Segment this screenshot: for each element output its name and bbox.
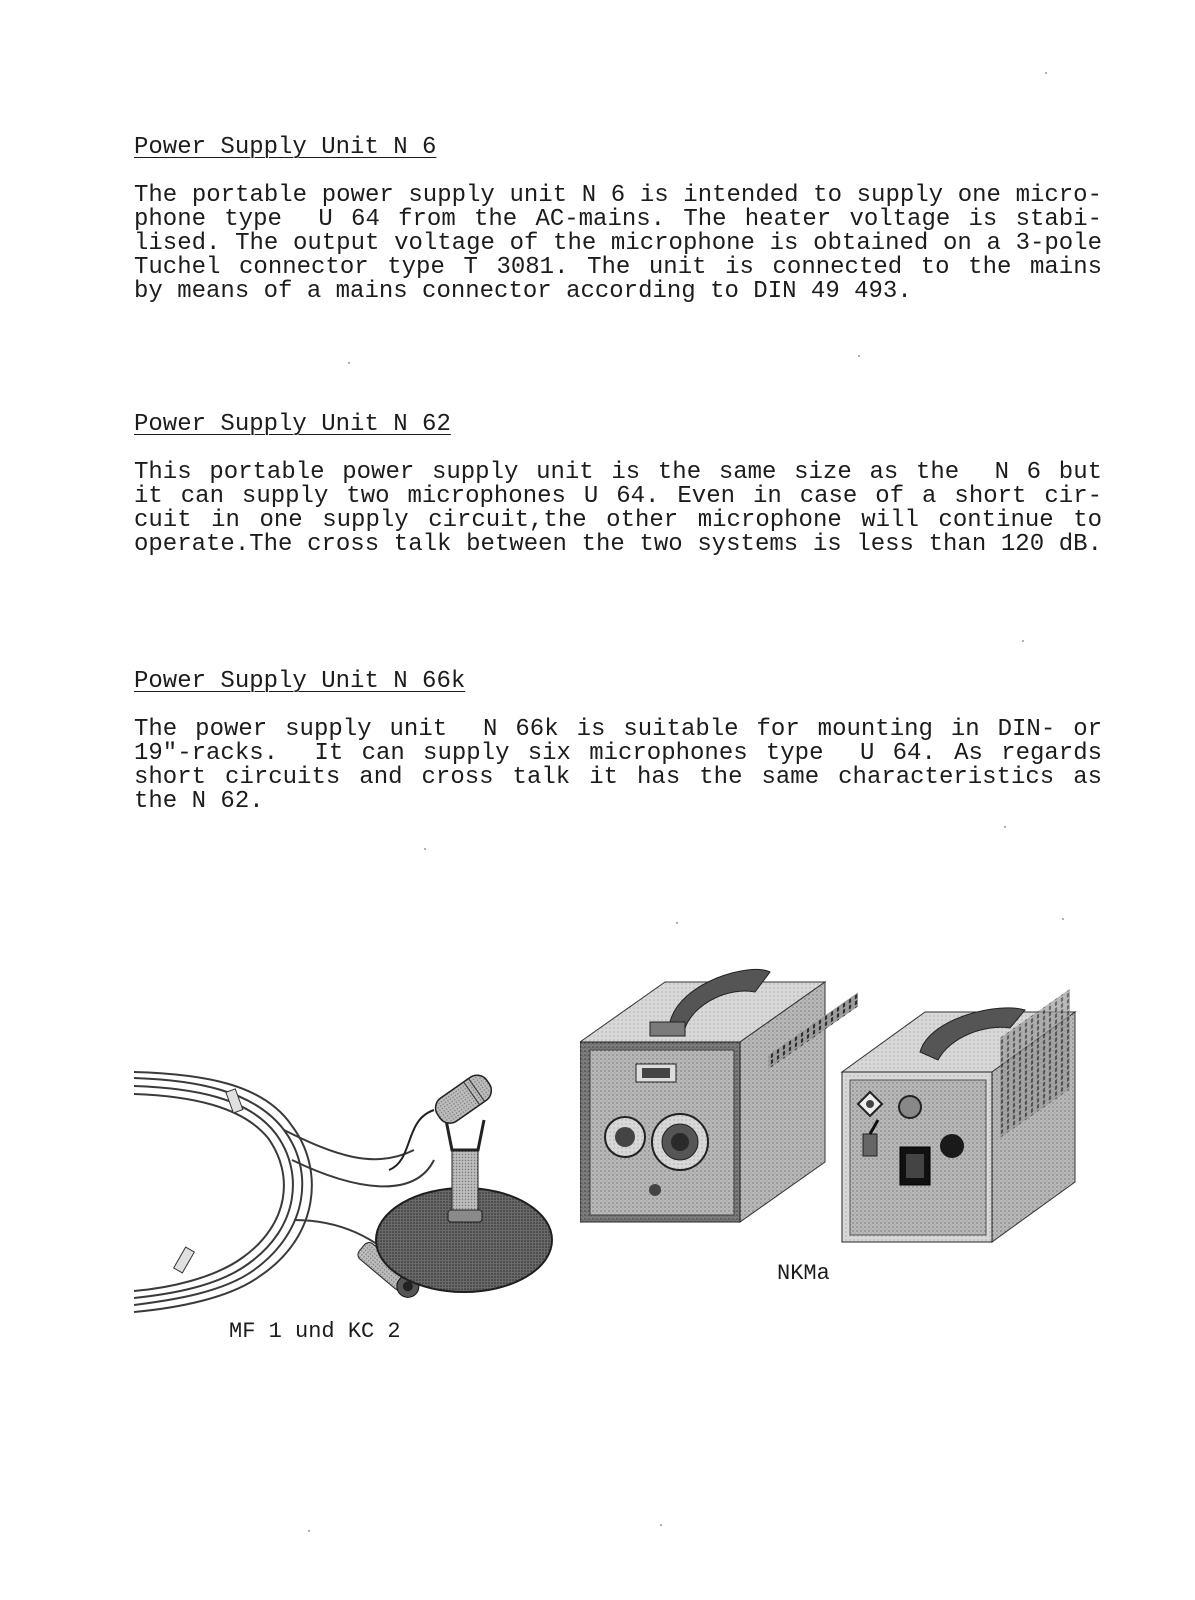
scan-speck — [348, 362, 350, 364]
scan-speck — [1045, 72, 1047, 74]
scan-speck — [1004, 826, 1006, 828]
section-heading: Power Supply Unit N 6 — [134, 134, 437, 161]
paragraph-line: The portable power supply unit N 6 is intended to supply one micro- — [134, 182, 1102, 209]
section-heading: Power Supply Unit N 62 — [134, 411, 451, 438]
paragraph-line: This portable power supply unit is the same size as the N 6 but — [134, 459, 1102, 486]
section-paragraph — [134, 718, 1102, 814]
paragraph-line: The power supply unit N 66k is suitable for mounting in DIN- or — [134, 716, 1102, 743]
scan-speck — [660, 1524, 662, 1526]
figure-caption-left: MF 1 und KC 2 — [229, 1319, 401, 1344]
scan-speck — [308, 1530, 310, 1532]
section-n66k — [134, 668, 1102, 814]
paragraph-line: short circuits and cross talk it has the same characteristics as — [134, 764, 1102, 791]
scan-speck — [424, 848, 426, 850]
power-supply-unit-rear — [842, 989, 1075, 1242]
paragraph-line: lised. The output voltage of the microphone is obtained on a 3-pole — [134, 230, 1102, 257]
paragraph-line: the N 62. — [134, 788, 264, 815]
section-n62 — [134, 411, 1102, 557]
section-n6 — [134, 134, 1102, 304]
paragraph-line: by means of a mains connector according to DIN 49 493. — [134, 278, 912, 305]
paragraph-line: cuit in one supply circuit,the other microphone will continue to — [134, 507, 1102, 534]
scan-speck — [858, 355, 860, 357]
paragraph-line: phone type U 64 from the AC-mains. The heater voltage is stabi- — [134, 206, 1102, 233]
paragraph-line: Tuchel connector type T 3081. The unit is connected to the mains — [134, 254, 1102, 281]
paragraph-line: 19"-racks. It can supply six microphones type U 64. As regards — [134, 740, 1102, 767]
figure-caption-right: NKMa — [777, 1261, 830, 1286]
scan-speck — [1022, 640, 1024, 642]
power-supply-units-figure — [580, 962, 1080, 1247]
power-supply-unit-front — [580, 969, 858, 1222]
paragraph-line: it can supply two microphones U 64. Even in case of a short cir- — [134, 483, 1102, 510]
section-heading: Power Supply Unit N 66k — [134, 668, 466, 695]
paragraph-line: operate.The cross talk between the two systems is less than 120 dB. — [134, 531, 1102, 558]
microphone-stand-figure — [134, 1060, 564, 1315]
section-paragraph — [134, 461, 1102, 557]
section-paragraph — [134, 184, 1102, 304]
scan-speck — [676, 922, 678, 924]
scan-speck — [1062, 918, 1064, 920]
